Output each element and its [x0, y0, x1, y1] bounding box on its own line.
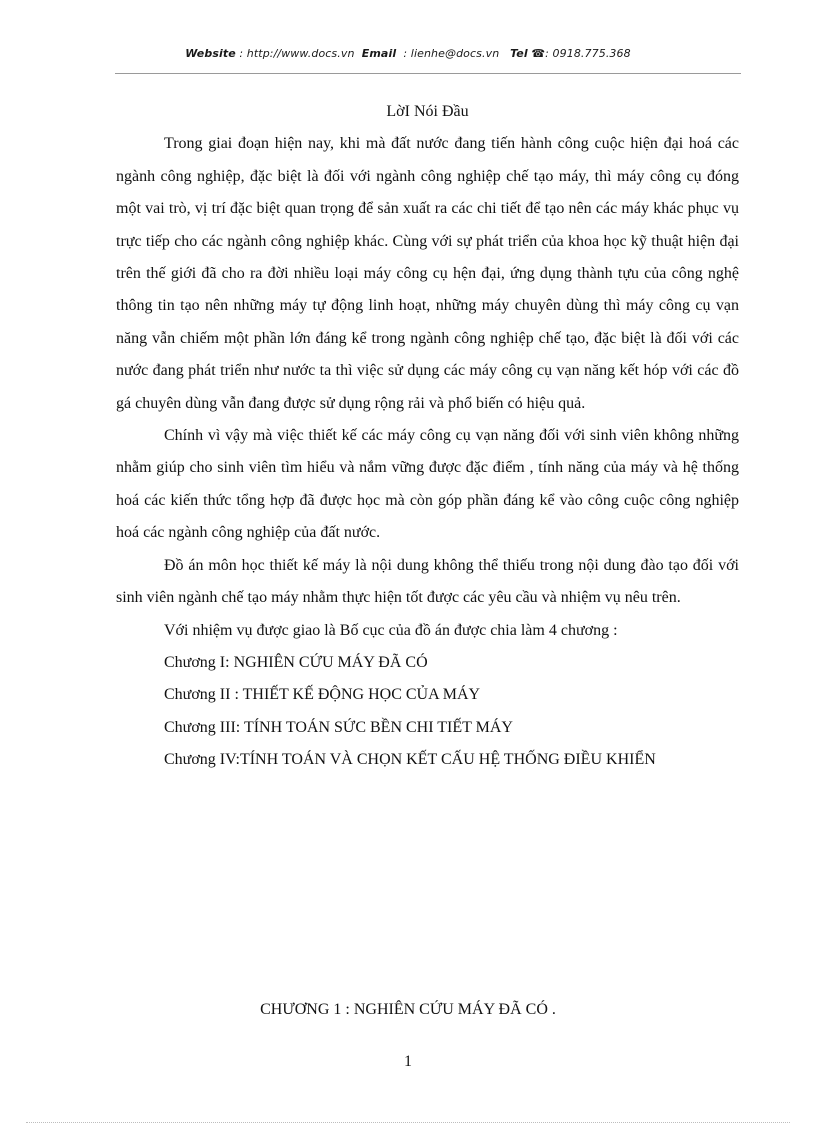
chapter-item: Chương II : THIẾT KẾ ĐỘNG HỌC CỦA MÁY — [164, 686, 481, 704]
document-title: LờI Nói Đầu — [386, 103, 469, 120]
document-body — [116, 96, 739, 777]
email-value[interactable]: : lienhe@docs.vn — [403, 47, 500, 60]
tel-label: Tel — [510, 47, 528, 60]
paragraph: Với nhiệm vụ được giao là Bố cục của đồ án được chia làm 4 chương : — [164, 621, 618, 639]
tel-value: : 0918.775.368 — [545, 47, 631, 60]
website-label: Website — [185, 47, 236, 60]
paragraph: Trong giai đoạn hiện nay, khi mà đất nước đang tiến hành công cuộc hiện đại hoá các ngành công nghiệp, đặc biệt là đối với ngành công nghiệp chế tạo máy, thì máy công cụ đóng một vai trò, vị trí đặc biệt quan trọng để sản xuất ra các chi tiết để tạo nên các máy khác phục vụ trực tiếp cho các ngành công nghiệp khác. Cùng với sự phát triển của khoa học kỹ thuật hiện đại trên thế giới đã cho ra đời nhiều loại máy công cụ hện đại, ứng dụng thành tựu của công nghệ thông tin tạo nên những máy tự động linh hoạt, những máy chuyên dùng thì máy công cụ vạn năng vẫn chiếm một phần lớn đáng kể trong ngành công nghiệp chế tạo, đặc biệt là đối với các nước đang phát triển như nước ta thì việc sử dụng các máy công cụ vạn năng kết hóp với các đồ gá chuyên dùng vẫn đang được sử dụng rộng rải và phổ biến có hiệu quả. — [116, 135, 739, 412]
paragraph: Đồ án môn học thiết kế máy là nội dung không thể thiếu trong nội dung đào tạo đối với sinh viên ngành chế tạo máy nhằm thực hiện tốt được các yêu cầu và nhiệm vụ nêu trên. — [116, 556, 739, 607]
chapter-heading: CHƯƠNG 1 : NGHIÊN CỨU MÁY ĐÃ CÓ . — [260, 1001, 556, 1018]
chapter-item: Chương III: TÍNH TOÁN SỨC BỀN CHI TIẾT MÁY — [164, 718, 513, 736]
chapter-item: Chương I: NGHIÊN CỨU MÁY ĐÃ CÓ — [164, 653, 428, 671]
page-number: 1 — [404, 1053, 412, 1070]
website-value[interactable]: : http://www.docs.vn — [239, 47, 355, 60]
phone-icon: ☎ — [531, 47, 546, 60]
header-divider — [115, 73, 741, 74]
page-header — [0, 47, 816, 60]
email-label: Email — [361, 47, 397, 60]
chapter-item: Chương IV:TÍNH TOÁN VÀ CHỌN KẾT CẤU HỆ THỐNG ĐIỀU KHIỂN — [164, 751, 656, 769]
paragraph: Chính vì vậy mà việc thiết kế các máy công cụ vạn năng đối với sinh viên không những nhằm giúp cho sinh viên tìm hiểu và nắm vững được đặc điểm , tính năng của máy và hệ thống hoá các kiến thức tổng hợp đã được học mà còn góp phần đáng kể vào công cuộc công nghiệp hoá các ngành công nghiệp của đất nước. — [116, 427, 739, 542]
